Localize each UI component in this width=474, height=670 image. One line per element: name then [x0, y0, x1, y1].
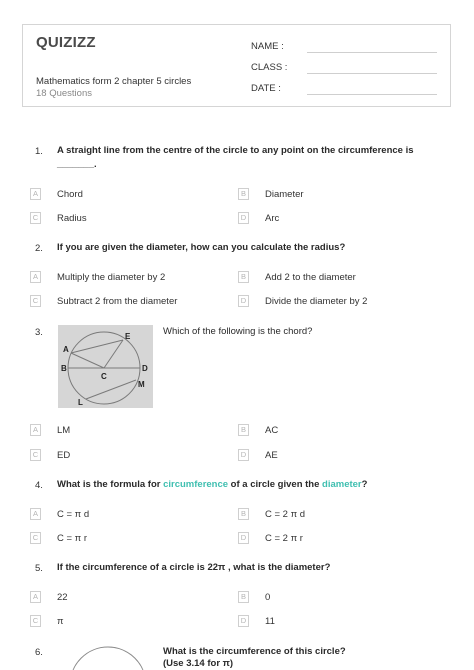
option-letter[interactable]: D [238, 615, 249, 627]
option-letter[interactable]: D [238, 295, 249, 307]
date-label: DATE : [251, 83, 281, 94]
option-letter[interactable]: C [30, 295, 41, 307]
option-text: Diameter [265, 189, 304, 200]
question-number: 1. [35, 146, 43, 157]
option-text: 11 [265, 616, 275, 627]
figure-label: A [63, 345, 69, 354]
option-letter[interactable]: B [238, 271, 249, 283]
option-letter[interactable]: C [30, 212, 41, 224]
option-text: Subtract 2 from the diameter [57, 296, 178, 307]
option-letter[interactable]: C [30, 615, 41, 627]
option-text: 22 [57, 592, 68, 603]
option-text: AE [265, 450, 278, 461]
question-number: 2. [35, 243, 43, 254]
question-text: A straight line from the centre of the circle to any point on the circumference is _______. [57, 145, 414, 170]
option-text: C = π d [57, 509, 90, 520]
figure-label: B [61, 364, 67, 373]
option-letter[interactable]: D [238, 532, 249, 544]
circle-diagram [58, 325, 153, 408]
question-count: 18 Questions [36, 88, 92, 99]
option-letter[interactable]: A [30, 591, 41, 603]
figure-label: M [138, 380, 145, 389]
name-line[interactable] [307, 52, 437, 53]
option-letter[interactable]: D [238, 212, 249, 224]
option-text: Add 2 to the diameter [265, 272, 356, 283]
option-letter[interactable]: D [238, 449, 249, 461]
class-line[interactable] [307, 73, 437, 74]
question-text: What is the circumference of this circle? [163, 646, 346, 657]
option-letter[interactable]: C [30, 532, 41, 544]
question-number: 6. [35, 647, 43, 658]
option-letter[interactable]: C [30, 449, 41, 461]
circle-chord-figure [58, 325, 153, 408]
option-text: Radius [57, 213, 87, 224]
question-text: What is the formula for circumference of a circle given the diameter? [57, 479, 368, 490]
highlight-term: circumference [163, 479, 229, 490]
option-text: AC [265, 425, 279, 436]
option-letter[interactable]: B [238, 591, 249, 603]
option-text: Multiply the diameter by 2 [57, 272, 166, 283]
highlight-term: diameter [322, 479, 362, 490]
name-label: NAME : [251, 41, 284, 52]
option-text: π [57, 616, 64, 627]
option-text: Arc [265, 213, 280, 224]
figure-label: E [125, 332, 131, 341]
date-line[interactable] [307, 94, 437, 95]
question-text: Which of the following is the chord? [163, 326, 313, 337]
question-hint: (Use 3.14 for π) [163, 658, 234, 669]
question-number: 3. [35, 327, 43, 338]
quizizz-logo: QUIZIZZ [36, 34, 96, 51]
question-text: If you are given the diameter, how can you calculate the radius? [57, 242, 346, 253]
option-text: Chord [57, 189, 83, 200]
option-letter[interactable]: A [30, 271, 41, 283]
option-text: 0 [265, 592, 271, 603]
figure-label: C [101, 372, 107, 381]
worksheet-title: Mathematics form 2 chapter 5 circles [36, 76, 192, 87]
option-text: C = 2 π d [265, 509, 306, 520]
worksheet-header [22, 24, 451, 107]
option-letter[interactable]: B [238, 188, 249, 200]
option-letter[interactable]: A [30, 424, 41, 436]
circle-outline [60, 645, 155, 670]
option-text: C = 2 π r [265, 533, 303, 544]
figure-label: D [142, 364, 148, 373]
option-text: C = π r [57, 533, 88, 544]
option-letter[interactable]: A [30, 188, 41, 200]
question-number: 4. [35, 480, 43, 491]
option-text: Divide the diameter by 2 [265, 296, 368, 307]
circle-figure [60, 645, 155, 670]
option-letter[interactable]: B [238, 424, 249, 436]
option-text: ED [57, 450, 71, 461]
option-letter[interactable]: A [30, 508, 41, 520]
question-number: 5. [35, 563, 43, 574]
option-letter[interactable]: B [238, 508, 249, 520]
option-text: LM [57, 425, 71, 436]
question-text: If the circumference of a circle is 22π , what is the diameter? [57, 562, 331, 573]
class-label: CLASS : [251, 62, 288, 73]
figure-label: L [78, 398, 83, 407]
